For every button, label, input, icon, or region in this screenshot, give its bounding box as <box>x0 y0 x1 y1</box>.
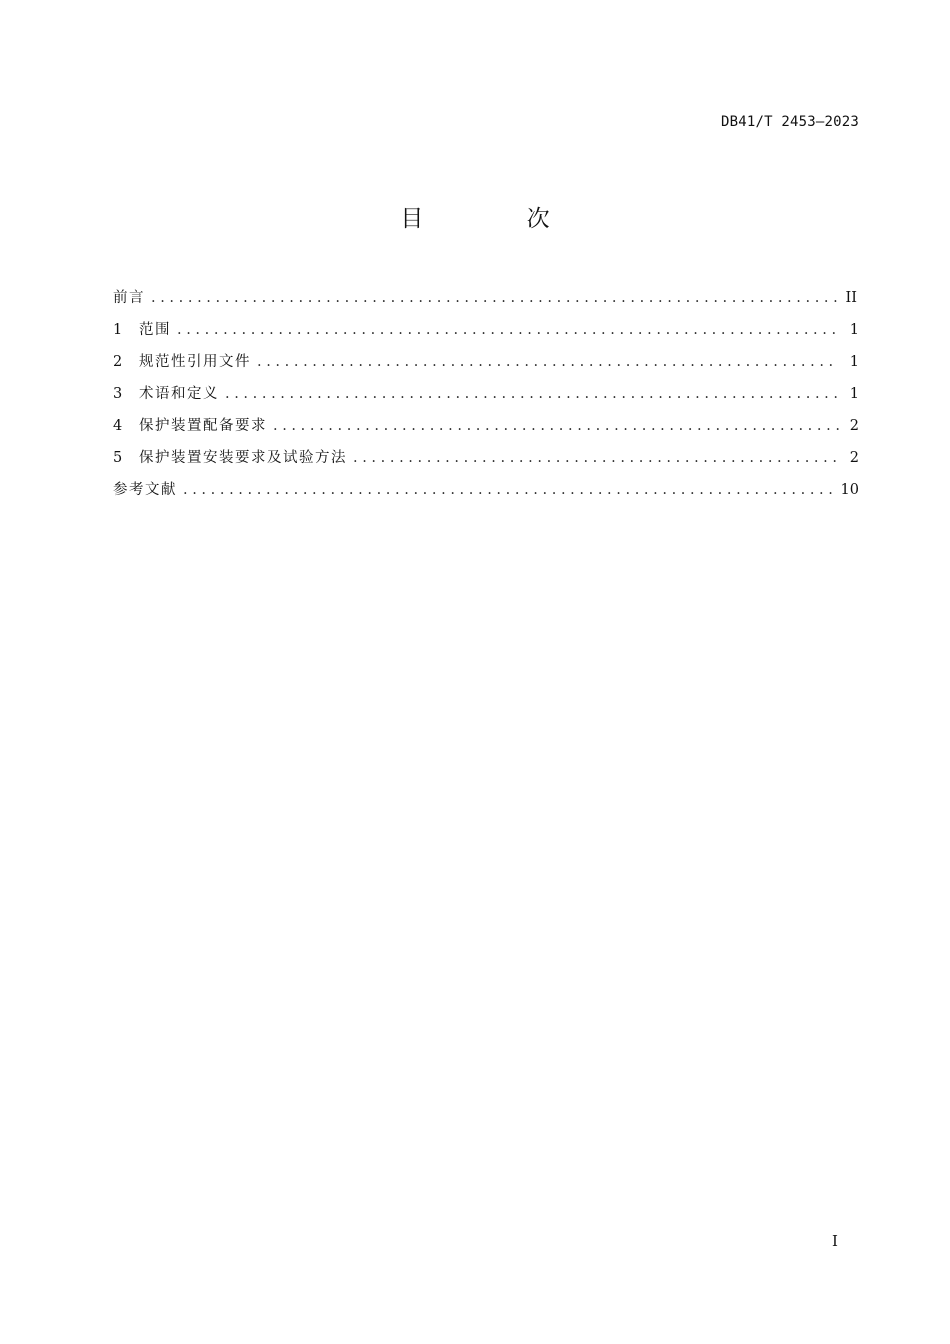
toc-entry-number: 1 <box>113 322 123 338</box>
toc-dot-leader <box>257 354 839 370</box>
toc-entry-number: 4 <box>113 418 123 434</box>
toc-entry-terms-definitions[interactable] <box>113 382 859 414</box>
toc-entry-label: 前言 <box>113 290 145 306</box>
toc-entry-foreword[interactable] <box>113 286 859 318</box>
toc-dot-leader <box>151 290 837 306</box>
toc-entry-installation-test-methods[interactable] <box>113 446 859 478</box>
toc-entry-number: 2 <box>113 354 123 370</box>
page-number: I <box>832 1232 838 1250</box>
toc-entry-label: 参考文献 <box>113 482 177 498</box>
toc-entry-page: 2 <box>849 450 859 466</box>
table-of-contents <box>113 286 859 510</box>
toc-entry-page: II <box>845 290 857 306</box>
page-title: 目 次 <box>400 206 598 232</box>
toc-dot-leader <box>183 482 835 498</box>
toc-dot-leader <box>177 322 839 338</box>
toc-entry-page: 1 <box>849 386 859 402</box>
toc-entry-label: 保护装置配备要求 <box>139 418 267 434</box>
toc-entry-page: 10 <box>840 482 859 498</box>
toc-dot-leader <box>273 418 839 434</box>
toc-entry-label: 保护装置安装要求及试验方法 <box>139 450 347 466</box>
document-code: DB41/T 2453—2023 <box>720 114 859 130</box>
toc-entry-label: 范围 <box>139 322 171 338</box>
toc-entry-page: 1 <box>849 322 859 338</box>
toc-entry-normative-references[interactable] <box>113 350 859 382</box>
toc-entry-number: 3 <box>113 386 123 402</box>
toc-entry-scope[interactable] <box>113 318 859 350</box>
toc-dot-leader <box>225 386 839 402</box>
toc-entry-label: 规范性引用文件 <box>139 354 251 370</box>
toc-entry-bibliography[interactable] <box>113 478 859 510</box>
toc-dot-leader <box>353 450 839 466</box>
toc-entry-label: 术语和定义 <box>139 386 219 402</box>
toc-entry-number: 5 <box>113 450 123 466</box>
toc-entry-equipment-requirements[interactable] <box>113 414 859 446</box>
toc-entry-page: 2 <box>849 418 859 434</box>
toc-entry-page: 1 <box>849 354 859 370</box>
